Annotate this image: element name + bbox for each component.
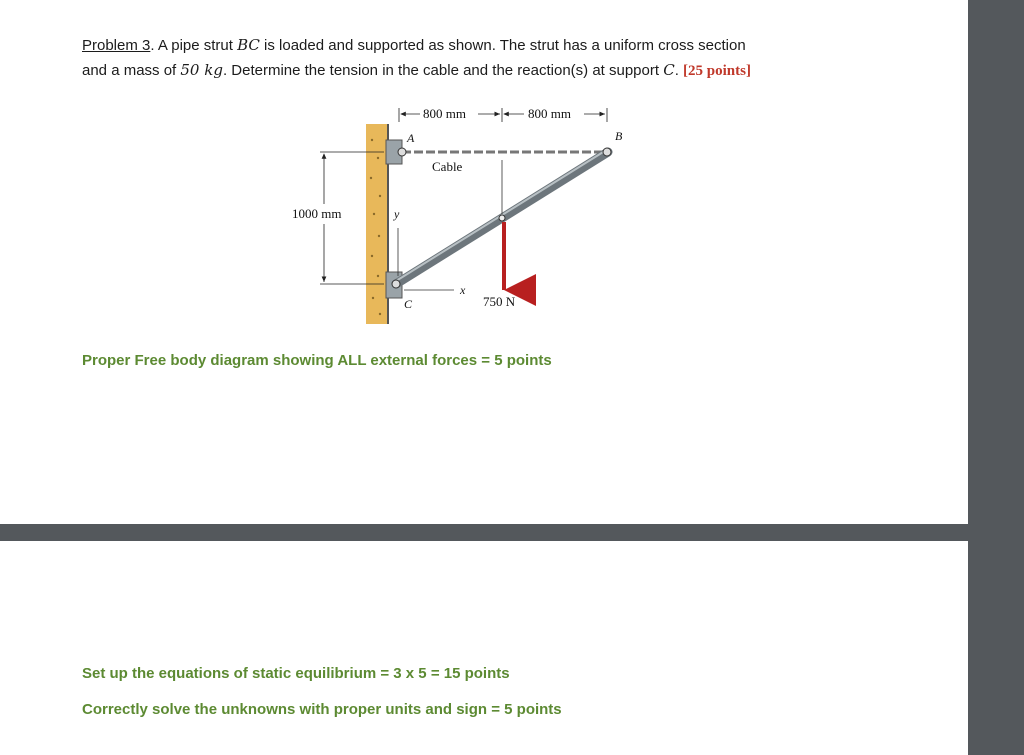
problem-text-1b: is loaded and supported as shown. The strut has a uniform cross section — [259, 37, 746, 54]
label-cable: Cable — [432, 159, 463, 174]
pin-B — [603, 148, 611, 156]
criterion-equations: Set up the equations of static equilibrium = 3 x 5 = 15 points — [82, 665, 510, 682]
criterion-fbd: Proper Free body diagram showing ALL external forces = 5 points — [82, 352, 552, 369]
label-y: y — [394, 207, 400, 221]
dim-1000: 1000 mm — [292, 206, 342, 221]
label-x: x — [460, 283, 466, 297]
problem-label: Problem 3 — [82, 37, 151, 54]
pin-C — [392, 280, 400, 288]
label-A: A — [407, 131, 415, 145]
problem-text-2b: . Determine the tension in the cable and the reaction(s) at support — [222, 62, 664, 79]
criterion-solve: Correctly solve the unknowns with proper units and sign = 5 points — [82, 701, 562, 718]
strut-name: BC — [237, 36, 260, 54]
wall — [366, 124, 388, 324]
support-name: C — [663, 61, 675, 79]
page-2 — [0, 541, 968, 755]
dim-800-right: 800 mm — [528, 106, 571, 121]
pin-mid — [499, 215, 505, 221]
dim-800-left: 800 mm — [423, 106, 466, 121]
problem-text-1a: . A pipe strut — [150, 37, 238, 54]
label-C: C — [404, 297, 413, 311]
label-B: B — [615, 129, 623, 143]
pin-A — [398, 148, 406, 156]
strut-diagram — [0, 0, 968, 330]
points-total: [25 points] — [683, 63, 751, 79]
load-label: 750 N — [483, 294, 516, 309]
problem-period: . — [674, 62, 679, 79]
mass-value: 50 kg — [180, 61, 223, 79]
problem-text-2a: and a mass of — [82, 62, 181, 79]
